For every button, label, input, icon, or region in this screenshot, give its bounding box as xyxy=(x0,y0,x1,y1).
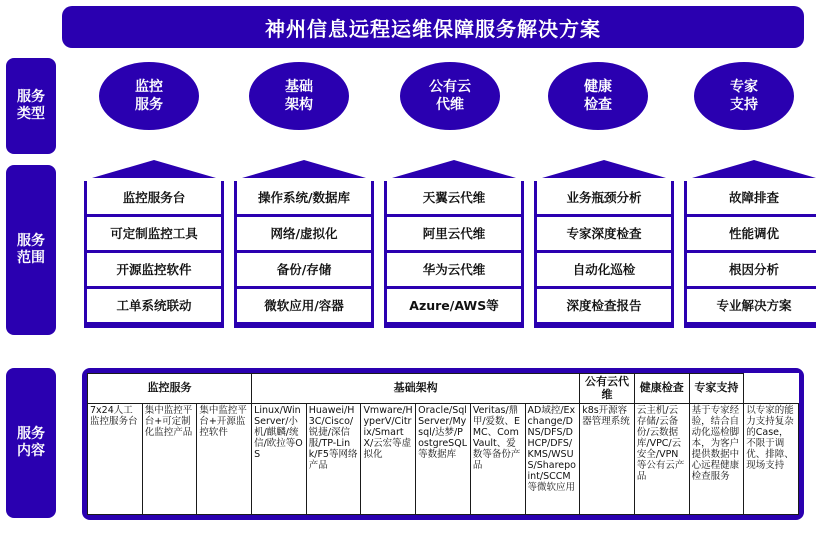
service-scope-item[interactable]: 开源监控软件 xyxy=(87,253,221,286)
table-group-header: 监控服务 xyxy=(88,374,252,404)
table-cell: AD域控/Exchange/DNS/DFS/DHCP/DFS/KMS/WSUS/Sharepoint/SCCM等微软应用 xyxy=(525,404,580,515)
service-scope-column-body xyxy=(534,181,674,328)
service-content-table-body xyxy=(88,404,799,515)
table-cell: Vmware/HyperV/Citrix/SmartX/云宏等虚拟化 xyxy=(361,404,416,515)
table-cell: Huawei/H3C/Cisco/锐捷/深信服/TP-Link/F5等网络产品 xyxy=(306,404,361,515)
table-row xyxy=(88,404,799,515)
service-scope-item[interactable]: 可定制监控工具 xyxy=(87,217,221,250)
row-label-service-content-text: 服务 内容 xyxy=(17,425,45,459)
service-scope-column-body xyxy=(234,181,374,328)
row-label-service-type-text: 服务 类型 xyxy=(17,88,45,122)
table-cell: k8s开源容器管理系统 xyxy=(580,404,635,515)
service-scope-item[interactable]: 深度检查报告 xyxy=(537,289,671,322)
table-cell: 云主机/云存储/云备份/云数据库/VPC/云安全/VPN等公有云产品 xyxy=(634,404,689,515)
table-cell: Oracle/SqlServer/Mysql/达梦/PostgreSQL等数据库 xyxy=(416,404,471,515)
chevron-arrow-icon xyxy=(534,160,674,178)
service-scope-items xyxy=(387,181,521,322)
table-group-header-row xyxy=(88,374,799,404)
service-type-ellipse-health[interactable] xyxy=(548,62,648,130)
service-content-table xyxy=(87,373,799,515)
chevron-arrow-icon xyxy=(84,160,224,178)
service-content-box xyxy=(82,368,804,520)
row-label-service-scope-text: 服务 范围 xyxy=(17,232,45,266)
chevron-arrow-icon xyxy=(684,160,816,178)
service-scope-item[interactable]: 专家深度检查 xyxy=(537,217,671,250)
chevron-arrow-icon xyxy=(384,160,524,178)
table-cell: Linux/Win Server/小机/麒麟/统信/欧拉等OS xyxy=(252,404,307,515)
row-label-service-content xyxy=(6,368,56,518)
service-scope-item[interactable]: 天翼云代维 xyxy=(387,181,521,214)
table-group-header: 基础架构 xyxy=(252,374,580,404)
row-label-service-type xyxy=(6,58,56,154)
row-label-service-scope xyxy=(6,165,56,335)
table-cell: 集中监控平台+可定制化监控产品 xyxy=(142,404,197,515)
table-group-header: 健康检查 xyxy=(634,374,689,404)
service-scope-item[interactable]: 业务瓶颈分析 xyxy=(537,181,671,214)
service-scope-item[interactable]: 阿里云代维 xyxy=(387,217,521,250)
service-scope-item[interactable]: 微软应用/容器 xyxy=(237,289,371,322)
service-scope-column-body xyxy=(84,181,224,328)
page-title xyxy=(62,6,804,48)
table-group-header: 公有云代维 xyxy=(580,374,635,404)
service-type-ellipse-label: 监控 服务 xyxy=(135,78,163,113)
service-scope-item[interactable]: 监控服务台 xyxy=(87,181,221,214)
page-title-text: 神州信息远程运维保障服务解决方案 xyxy=(265,16,601,41)
service-scope-item[interactable]: 网络/虚拟化 xyxy=(237,217,371,250)
service-scope-items xyxy=(87,181,221,322)
service-scope-column-body xyxy=(384,181,524,328)
service-scope-column-health xyxy=(534,160,674,325)
service-scope-item[interactable]: 故障排查 xyxy=(687,181,816,214)
table-cell: 集中监控平台+开源监控软件 xyxy=(197,404,252,515)
chevron-arrow-icon xyxy=(234,160,374,178)
service-type-ellipse-expert[interactable] xyxy=(694,62,794,130)
service-scope-column-infra xyxy=(234,160,374,325)
service-type-ellipse-label: 基础 架构 xyxy=(285,78,313,113)
service-scope-column-publiccloud xyxy=(384,160,524,325)
service-scope-items xyxy=(687,181,816,322)
service-scope-item[interactable]: 性能调优 xyxy=(687,217,816,250)
service-scope-item[interactable]: 备份/存储 xyxy=(237,253,371,286)
service-scope-item[interactable]: 工单系统联动 xyxy=(87,289,221,322)
table-cell: 7x24人工监控服务台 xyxy=(88,404,143,515)
service-scope-item[interactable]: 自动化巡检 xyxy=(537,253,671,286)
table-group-header: 专家支持 xyxy=(689,374,744,404)
service-type-ellipse-infra[interactable] xyxy=(249,62,349,130)
service-scope-item[interactable]: 专业解决方案 xyxy=(687,289,816,322)
service-scope-items xyxy=(537,181,671,322)
service-type-ellipse-label: 公有云 代维 xyxy=(429,78,471,113)
service-scope-item[interactable]: 根因分析 xyxy=(687,253,816,286)
service-scope-column-body xyxy=(684,181,816,328)
service-scope-item[interactable]: Azure/AWS等 xyxy=(387,289,521,322)
service-type-ellipse-monitor[interactable] xyxy=(99,62,199,130)
service-type-ellipse-label: 健康 检查 xyxy=(584,78,612,113)
service-type-ellipse-label: 专家 支持 xyxy=(730,78,758,113)
service-content-table-wrap xyxy=(87,373,799,515)
service-scope-item[interactable]: 华为云代维 xyxy=(387,253,521,286)
service-scope-column-expert xyxy=(684,160,816,325)
service-type-ellipse-publiccloud[interactable] xyxy=(400,62,500,130)
table-cell: 基于专家经验，结合自动化巡检脚本，为客户提供数据中心远程健康检查服务 xyxy=(689,404,744,515)
table-cell: 以专家的能力支持复杂的Case，不限于调优、排障、现场支持 xyxy=(744,404,799,515)
table-cell: Veritas/鼎甲/爱数、EMC、ComVault、爱数等备份产品 xyxy=(470,404,525,515)
service-scope-items xyxy=(237,181,371,322)
service-scope-item[interactable]: 操作系统/数据库 xyxy=(237,181,371,214)
service-content-table-head xyxy=(88,374,799,404)
service-scope-column-monitor xyxy=(84,160,224,325)
